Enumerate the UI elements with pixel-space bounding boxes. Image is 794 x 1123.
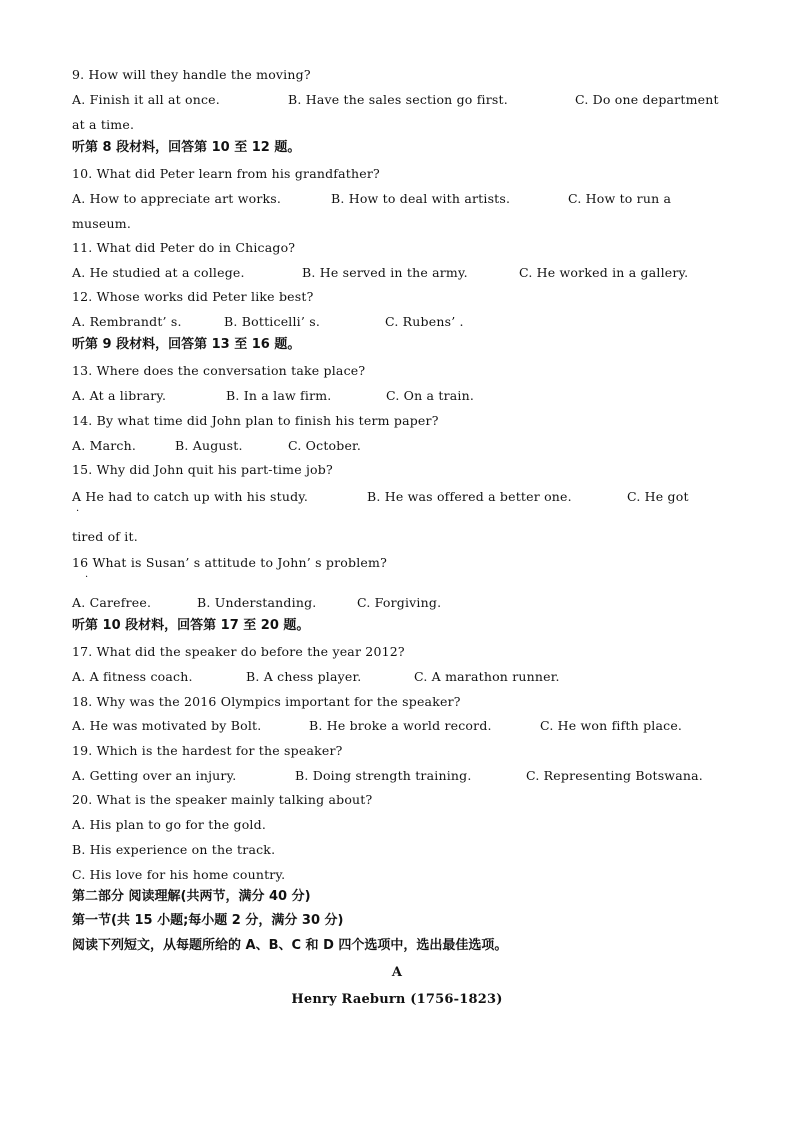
option-11c: C. He worked in a gallery.: [519, 265, 689, 280]
section-heading-8: 听第 8 段材料，回答第 10 至 12 题。: [72, 140, 301, 155]
part2-instruction: 阅读下列短文，从每题所给的 A、B、C 和 D 四个选项中，选出最佳选项。: [72, 938, 508, 953]
option-9c-continued: at a time.: [72, 117, 135, 132]
question-20-stem: 20. What is the speaker mainly talking about?: [72, 792, 373, 807]
stray-dot-mark: ·: [85, 572, 89, 583]
option-13c: C. On a train.: [386, 388, 475, 403]
option-15c: C. He got: [627, 489, 689, 504]
passage-title: Henry Raeburn (1756-1823): [291, 992, 503, 1007]
question-11-stem: 11. What did Peter do in Chicago?: [72, 240, 296, 255]
question-13-stem: 13. Where does the conversation take place?: [72, 363, 366, 378]
option-13a: A. At a library.: [72, 388, 167, 403]
question-9-stem: 9. How will they handle the moving?: [72, 67, 311, 82]
question-10-stem: 10. What did Peter learn from his grandfather?: [72, 166, 380, 181]
option-20c: C. His love for his home country.: [72, 867, 286, 882]
option-9a: A. Finish it all at once.: [72, 92, 220, 107]
option-15b: B. He was offered a better one.: [367, 489, 572, 504]
option-13b: B. In a law firm.: [226, 388, 332, 403]
stray-dot-mark: ·: [76, 506, 80, 517]
option-18a: A. He was motivated by Bolt.: [72, 718, 262, 733]
option-15a: A He had to catch up with his study.: [72, 489, 309, 504]
option-20a: A. His plan to go for the gold.: [72, 817, 267, 832]
option-15c-continued: tired of it.: [72, 529, 138, 544]
option-12a: A. Rembrandt’ s.: [72, 314, 182, 329]
option-17c: C. A marathon runner.: [414, 669, 560, 684]
question-12-stem: 12. Whose works did Peter like best?: [72, 289, 314, 304]
question-14-stem: 14. By what time did John plan to finish his term paper?: [72, 413, 439, 428]
passage-label: A: [391, 965, 403, 980]
question-16-stem: 16 What is Susan’ s attitude to John’ s problem?: [72, 555, 387, 570]
option-11b: B. He served in the army.: [302, 265, 468, 280]
section-heading-10: 听第 10 段材料，回答第 17 至 20 题。: [72, 618, 310, 633]
option-16c: C. Forgiving.: [357, 595, 442, 610]
option-14c: C. October.: [288, 438, 362, 453]
option-19a: A. Getting over an injury.: [72, 768, 237, 783]
option-9c: C. Do one department: [575, 92, 719, 107]
part2-section1-heading: 第一节(共 15 小题;每小题 2 分，满分 30 分): [72, 913, 344, 928]
option-14b: B. August.: [175, 438, 243, 453]
option-18c: C. He won fifth place.: [540, 718, 683, 733]
option-19c: C. Representing Botswana.: [526, 768, 703, 783]
question-19-stem: 19. Which is the hardest for the speaker?: [72, 743, 343, 758]
option-16b: B. Understanding.: [197, 595, 317, 610]
part2-title: 第二部分 阅读理解(共两节，满分 40 分): [72, 889, 311, 904]
option-17a: A. A fitness coach.: [72, 669, 193, 684]
option-10c-continued: museum.: [72, 216, 131, 231]
option-10c: C. How to run a: [568, 191, 672, 206]
option-12c: C. Rubens’ .: [385, 314, 464, 329]
option-12b: B. Botticelli’ s.: [224, 314, 321, 329]
question-17-stem: 17. What did the speaker do before the year 2012?: [72, 644, 405, 659]
option-19b: B. Doing strength training.: [295, 768, 472, 783]
option-10b: B. How to deal with artists.: [331, 191, 511, 206]
question-18-stem: 18. Why was the 2016 Olympics important for the speaker?: [72, 694, 461, 709]
option-17b: B. A chess player.: [246, 669, 362, 684]
option-20b: B. His experience on the track.: [72, 842, 276, 857]
option-11a: A. He studied at a college.: [72, 265, 245, 280]
section-heading-9: 听第 9 段材料，回答第 13 至 16 题。: [72, 337, 301, 352]
option-16a: A. Carefree.: [72, 595, 152, 610]
option-14a: A. March.: [72, 438, 137, 453]
option-10a: A. How to appreciate art works.: [72, 191, 282, 206]
option-18b: B. He broke a world record.: [309, 718, 492, 733]
option-9b: B. Have the sales section go first.: [288, 92, 508, 107]
question-15-stem: 15. Why did John quit his part-time job?: [72, 462, 333, 477]
